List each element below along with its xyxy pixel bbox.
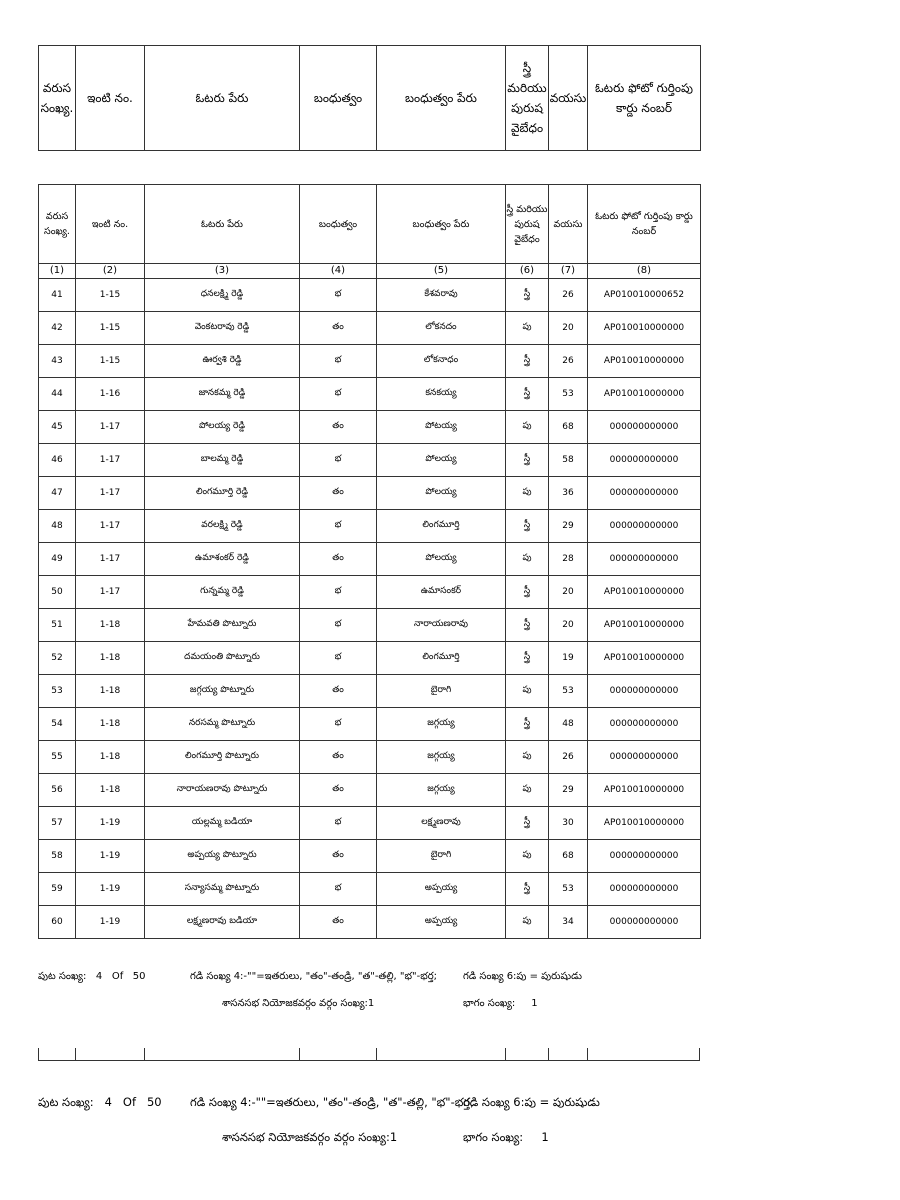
sex-cell: స్త్రీ [506,510,549,543]
col-number: (5) [377,264,506,279]
sex-cell: స్త్రీ [506,807,549,840]
relation-cell: తం [300,411,377,444]
epic-no-cell: 000000000000 [588,873,701,906]
serial-no-cell: 41 [39,279,76,312]
table-border-strip [38,1048,700,1061]
column-number-row [39,264,701,279]
epic-no-cell: 000000000000 [588,411,701,444]
voter-name-cell: లింగమూర్తి రెడ్డి [145,477,300,510]
legend-col4-repeat: గడి సంఖ్య 4:-""=ఇతరులు, "తం"-తండ్రి, "త"-తల్లి, "భ"-భర్త; [190,1095,475,1109]
relation-cell: తం [300,741,377,774]
table-row [39,510,701,543]
relation-name-cell: పోలయ్య [377,477,506,510]
house-no-cell: 1-18 [76,774,145,807]
serial-no-cell: 43 [39,345,76,378]
age-cell: 30 [549,807,588,840]
sex-cell: పు [506,312,549,345]
col-header-sex: స్త్రీ మరియు పురుష వైబేధం [506,185,549,264]
table-row [39,312,701,345]
sex-cell: స్త్రీ [506,609,549,642]
house-no-cell: 1-19 [76,873,145,906]
sex-cell: పు [506,477,549,510]
col-header-relation-name: బంధుత్వం పేరు [377,185,506,264]
page-num: 4 [104,1095,112,1109]
page-header-table [38,45,701,151]
epic-no-cell: 000000000000 [588,510,701,543]
voter-name-cell: నరసమ్మ పొట్నూరు [145,708,300,741]
sex-cell: స్త్రీ [506,279,549,312]
relation-cell: భ [300,279,377,312]
epic-no-cell: AP010010000000 [588,576,701,609]
serial-no-cell: 56 [39,774,76,807]
table-row [39,675,701,708]
total-pages: 50 [146,1095,162,1109]
relation-name-cell: ఉమాసంకర్ [377,576,506,609]
house-no-cell: 1-18 [76,642,145,675]
relation-cell: తం [300,840,377,873]
epic-no-cell: AP010010000000 [588,378,701,411]
voter-rows [39,279,701,939]
sex-cell: పు [506,543,549,576]
voter-name-cell: ఉమాశంకర్ రెడ్డి [145,543,300,576]
serial-no-cell: 52 [39,642,76,675]
sex-cell: స్త్రీ [506,873,549,906]
voter-name-cell: లింగమూర్తి పొట్నూరు [145,741,300,774]
epic-no-cell: 000000000000 [588,708,701,741]
relation-name-cell: అప్పయ్య [377,873,506,906]
relation-name-cell: బైరాగి [377,840,506,873]
constituency-number: శాసనసభ నియోజకవర్గం వర్గం సంఖ్య:1 [222,998,375,1009]
table-row [39,741,701,774]
house-no-cell: 1-15 [76,312,145,345]
age-cell: 53 [549,378,588,411]
age-cell: 26 [549,741,588,774]
header-voter-name: ఓటరు పేరు [145,46,300,151]
col-number: (1) [39,264,76,279]
serial-no-cell: 51 [39,609,76,642]
age-cell: 29 [549,510,588,543]
relation-name-cell: జగ్గయ్య [377,774,506,807]
voter-name-cell: ఊర్వశి రెడ్డి [145,345,300,378]
voter-name-cell: యల్లమ్మ బడియా [145,807,300,840]
epic-no-cell: 000000000000 [588,477,701,510]
house-no-cell: 1-15 [76,279,145,312]
header-house-no: ఇంటి నం. [76,46,145,151]
epic-no-cell: AP010010000000 [588,807,701,840]
relation-cell: భ [300,444,377,477]
epic-no-cell: 000000000000 [588,840,701,873]
age-cell: 36 [549,477,588,510]
epic-no-cell: AP010010000000 [588,345,701,378]
relation-name-cell: కేశవరావు [377,279,506,312]
relation-name-cell: పోలయ్య [377,543,506,576]
col-header-relation: బంధుత్వం [300,185,377,264]
sex-cell: స్త్రీ [506,708,549,741]
relation-cell: తం [300,906,377,939]
relation-name-cell: లక్ష్మణరావు [377,807,506,840]
age-cell: 48 [549,708,588,741]
serial-no-cell: 54 [39,708,76,741]
col-header-serial-no: వరుస సంఖ్య. [39,185,76,264]
page-label: పుట సంఖ్య: [38,971,87,982]
serial-no-cell: 50 [39,576,76,609]
relation-cell: భ [300,510,377,543]
serial-no-cell: 44 [39,378,76,411]
house-no-cell: 1-17 [76,510,145,543]
of-label: Of [111,971,124,982]
voter-name-cell: లక్ష్మణరావు బడియా [145,906,300,939]
voter-name-cell: అప్పయ్య పొట్నూరు [145,840,300,873]
serial-no-cell: 46 [39,444,76,477]
house-no-cell: 1-18 [76,708,145,741]
table-row [39,807,701,840]
table-row [39,543,701,576]
sex-cell: స్త్రీ [506,444,549,477]
sex-cell: పు [506,411,549,444]
sex-cell: స్త్రీ [506,642,549,675]
table-row [39,840,701,873]
serial-no-cell: 57 [39,807,76,840]
table-row [39,411,701,444]
house-no-cell: 1-18 [76,609,145,642]
age-cell: 26 [549,345,588,378]
header-relation: బంధుత్వం [300,46,377,151]
table-row [39,873,701,906]
sex-cell: పు [506,774,549,807]
col-header-house-no: ఇంటి నం. [76,185,145,264]
header-age: వయసు [549,46,588,151]
epic-no-cell: AP010010000652 [588,279,701,312]
serial-no-cell: 58 [39,840,76,873]
total-pages: 50 [132,971,146,982]
relation-cell: భ [300,378,377,411]
relation-cell: భ [300,642,377,675]
voter-name-cell: వెంకటరావు రెడ్డి [145,312,300,345]
epic-no-cell: AP010010000000 [588,312,701,345]
relation-cell: భ [300,807,377,840]
relation-name-cell: నారాయణరావు [377,609,506,642]
house-no-cell: 1-17 [76,477,145,510]
col-number: (2) [76,264,145,279]
col-number: (8) [588,264,701,279]
house-no-cell: 1-16 [76,378,145,411]
age-cell: 53 [549,675,588,708]
legend-col6: గడి సంఖ్య 6:పు = పురుషుడు [463,971,582,982]
epic-no-cell: AP010010000000 [588,609,701,642]
house-no-cell: 1-17 [76,576,145,609]
serial-no-cell: 59 [39,873,76,906]
table-row [39,708,701,741]
age-cell: 20 [549,312,588,345]
relation-cell: తం [300,675,377,708]
voter-name-cell: సన్యాసమ్మ పొట్నూరు [145,873,300,906]
house-no-cell: 1-19 [76,906,145,939]
table-row [39,345,701,378]
col-number: (4) [300,264,377,279]
page-label: పుట సంఖ్య: [38,1095,94,1109]
voter-name-cell: గున్నమ్మ రెడ్డి [145,576,300,609]
age-cell: 26 [549,279,588,312]
voter-name-cell: నారాయణరావు పొట్నూరు [145,774,300,807]
relation-name-cell: బైరాగి [377,675,506,708]
page-num: 4 [95,971,103,982]
sex-cell: పు [506,840,549,873]
relation-name-cell: లోకనాధం [377,345,506,378]
serial-no-cell: 48 [39,510,76,543]
relation-cell: భ [300,708,377,741]
relation-name-cell: కనకయ్య [377,378,506,411]
relation-name-cell: లోకనదం [377,312,506,345]
table-row [39,477,701,510]
relation-cell: తం [300,477,377,510]
relation-cell: తం [300,774,377,807]
table-row [39,378,701,411]
serial-no-cell: 47 [39,477,76,510]
voter-name-cell: ధనలక్ష్మి రెడ్డి [145,279,300,312]
table-row [39,576,701,609]
part-label: భాగం సంఖ్య: [463,998,516,1009]
sex-cell: స్త్రీ [506,345,549,378]
col-header-voter-name: ఓటరు పేరు [145,185,300,264]
serial-no-cell: 49 [39,543,76,576]
col-header-age: వయసు [549,185,588,264]
col-header-epic-no: ఓటరు ఫోటో గుర్తింపు కార్డు నంబర్ [588,185,701,264]
of-label: Of [122,1095,136,1109]
relation-name-cell: పోలయ్య [377,444,506,477]
serial-no-cell: 55 [39,741,76,774]
house-no-cell: 1-19 [76,840,145,873]
house-no-cell: 1-19 [76,807,145,840]
epic-no-cell: 000000000000 [588,741,701,774]
col-number: (3) [145,264,300,279]
voter-list-table [38,184,701,939]
part-number [463,997,538,1011]
voter-name-cell: దమయంతి పొట్నూరు [145,642,300,675]
epic-no-cell: 000000000000 [588,543,701,576]
header-serial-no: వరుస సంఖ్య. [39,46,76,151]
table-row [39,609,701,642]
sex-cell: స్త్రీ [506,378,549,411]
voter-name-cell: పోలయ్య రెడ్డి [145,411,300,444]
table-row [39,642,701,675]
age-cell: 53 [549,873,588,906]
house-no-cell: 1-17 [76,411,145,444]
voter-name-cell: జానకమ్మ రెడ్డి [145,378,300,411]
age-cell: 28 [549,543,588,576]
relation-cell: భ [300,576,377,609]
part-num: 1 [541,1130,549,1144]
relation-cell: తం [300,312,377,345]
col-number: (6) [506,264,549,279]
voter-name-cell: వరలక్ష్మి రెడ్డి [145,510,300,543]
page-number [38,970,146,984]
legend-col6-repeat: గడి సంఖ్య 6:పు = పురుషుడు [463,1095,600,1109]
sex-cell: పు [506,675,549,708]
age-cell: 20 [549,609,588,642]
relation-name-cell: జగ్గయ్య [377,741,506,774]
table-row [39,906,701,939]
voter-name-cell: జగ్గయ్య పొట్నూరు [145,675,300,708]
table-row [39,279,701,312]
part-label: భాగం సంఖ్య: [463,1130,524,1144]
relation-cell: భ [300,609,377,642]
header-sex: స్త్రీ మరియు పురుష వైబేధం [506,46,549,151]
serial-no-cell: 42 [39,312,76,345]
table-row [39,444,701,477]
voter-name-cell: హేమవతి పొట్నూరు [145,609,300,642]
house-no-cell: 1-18 [76,675,145,708]
part-number-repeat [463,1130,549,1147]
sex-cell: పు [506,906,549,939]
header-epic-no: ఓటరు ఫోటో గుర్తింపు కార్డు నంబర్ [588,46,701,151]
relation-name-cell: జగ్గయ్య [377,708,506,741]
sex-cell: పు [506,741,549,774]
constituency-number-repeat: శాసనసభ నియోజకవర్గం వర్గం సంఖ్య:1 [222,1130,398,1144]
part-num: 1 [531,998,538,1009]
relation-name-cell: పోటయ్య [377,411,506,444]
age-cell: 58 [549,444,588,477]
legend-col4: గడి సంఖ్య 4:-""=ఇతరులు, "తం"-తండ్రి, "త"-తల్లి, "భ"-భర్త; [190,971,438,982]
house-no-cell: 1-17 [76,543,145,576]
age-cell: 20 [549,576,588,609]
relation-cell: భ [300,873,377,906]
house-no-cell: 1-15 [76,345,145,378]
relation-name-cell: లింగమూర్తి [377,642,506,675]
age-cell: 68 [549,411,588,444]
age-cell: 34 [549,906,588,939]
epic-no-cell: 000000000000 [588,444,701,477]
age-cell: 29 [549,774,588,807]
serial-no-cell: 45 [39,411,76,444]
header-relation-name: బంధుత్వం పేరు [377,46,506,151]
page-number-repeat [38,1095,162,1112]
epic-no-cell: AP010010000000 [588,774,701,807]
epic-no-cell: 000000000000 [588,675,701,708]
sex-cell: స్త్రీ [506,576,549,609]
relation-name-cell: అప్పయ్య [377,906,506,939]
house-no-cell: 1-18 [76,741,145,774]
serial-no-cell: 53 [39,675,76,708]
house-no-cell: 1-17 [76,444,145,477]
age-cell: 68 [549,840,588,873]
relation-cell: భ [300,345,377,378]
relation-cell: తం [300,543,377,576]
table-row [39,774,701,807]
voter-name-cell: బాలమ్మ రెడ్డి [145,444,300,477]
col-number: (7) [549,264,588,279]
serial-no-cell: 60 [39,906,76,939]
epic-no-cell: AP010010000000 [588,642,701,675]
relation-name-cell: లింగమూర్తి [377,510,506,543]
age-cell: 19 [549,642,588,675]
epic-no-cell: 000000000000 [588,906,701,939]
